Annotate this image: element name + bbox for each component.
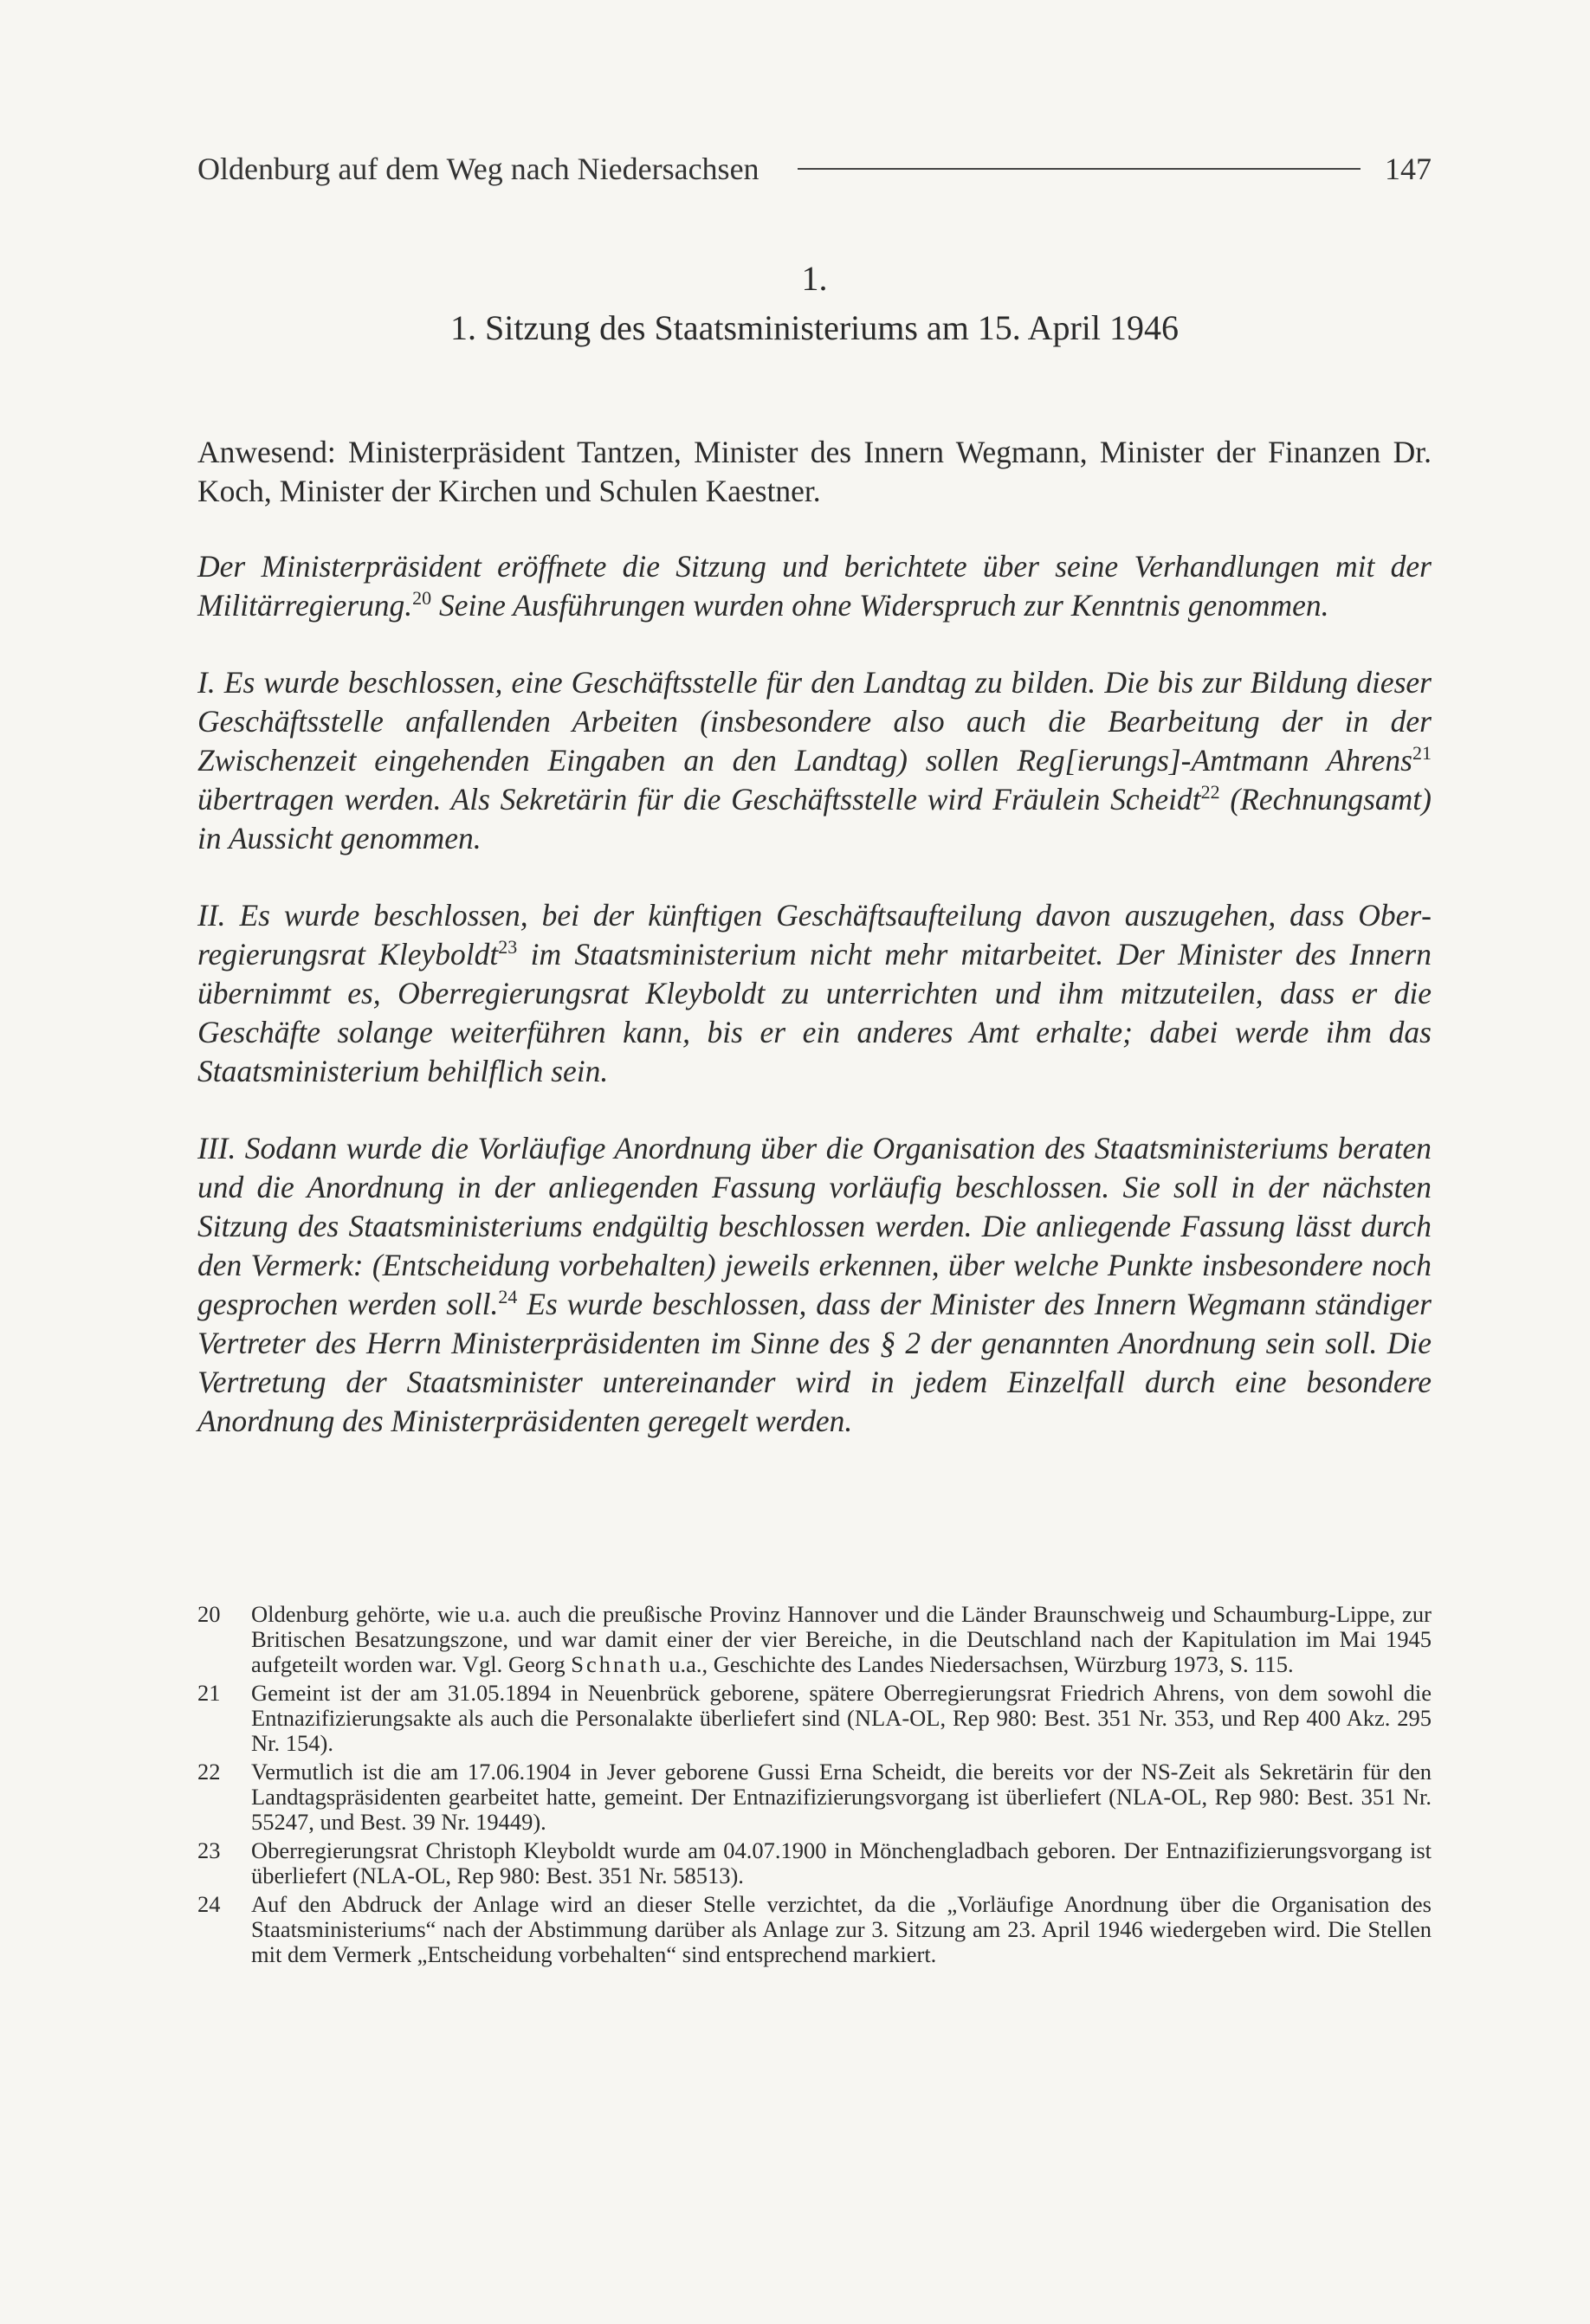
paragraph-text: (Rechnungsamt) in Aussicht genommen.: [197, 782, 1432, 855]
footnote-22: [197, 1759, 1432, 1835]
footnote-ref-20[interactable]: 20: [412, 587, 432, 610]
footnote-text: Vermutlich ist die am 17.06.1904 in Jever geborene Gussi Erna Scheidt, die bereits vor der NS-Zeit als Sekretärin für den Landtagspräsidenten gearbeitet hatte, gemeint. Der Entnazifizierungsvorgang ist überliefert (NLA-OL, Rep 980: Best. 351 Nr. 55247, und Best. 39 Nr. 19449).: [251, 1759, 1432, 1835]
footnote-text: Auf den Abdruck der Anlage wird an dieser Stelle verzichtet, da die „Vorläufige Anordnung über die Organisation des Staatsministeriums“ nach der Abstimmung darüber als Anlage zur 3. Sitzung am 23. April 1946 wiedergeben wird. Die Stellen mit dem Vermerk „Entscheidung vorbehalten“ sind entsprechend markiert.: [251, 1891, 1432, 1967]
footnote-23: [197, 1838, 1432, 1888]
footnote-number: 22: [197, 1759, 221, 1785]
footnote-text: Oberregierungsrat Christoph Kleyboldt wurde am 04.07.1900 in Mönchengladbach geboren. Der Entnazifizierungsvorgang ist überliefert (NLA-OL, Rep 980: Best. 351 Nr. 58513).: [251, 1837, 1432, 1888]
paragraph-text: III. Sodann wurde die Vorläufige Anordnung über die Organisation des Staatsministeriums beraten und die Anordnung in der anliegenden Fassung vorläufig beschlossen. Sie soll in der nächsten Sitzung des Staatsministeriums endgültig beschlossen werden. Die anliegende Fassung lässt durch den Vermerk: (Entscheidung vorbehalten) jeweils erkennen, über welche Punkte insbesondere noch gesprochen werden soll.: [197, 1131, 1432, 1321]
footnote-text: Gemeint ist der am 31.05.1894 in Neuenbrück geborene, spätere Oberregierungsrat Friedrich Ahrens, von dem sowohl die Entnazifizierungsakte als auch die Personalakte überliefert sind (NLA-OL, Rep 980: Best. 351 Nr. 353, und Rep 400 Akz. 295 Nr. 154).: [251, 1680, 1432, 1756]
document-number: 1.: [801, 259, 828, 298]
page-number: 147: [1385, 152, 1432, 186]
footnote-number: 23: [197, 1837, 221, 1863]
paragraph-opening: [197, 547, 1432, 625]
footnote-number: 24: [197, 1891, 221, 1917]
paragraph-text: im Staatsministerium nicht mehr mitarbeitet. Der Minister des Innern übernimmt es, Oberregierungsrat Kleyboldt zu unterrichten und ihm mitzuteilen, dass er die Geschäfte solange weiterführen kann, bis er ein anderes Amt erhalte; dabei werde ihm das Staatsministerium behilflich sein.: [197, 937, 1432, 1088]
document-title: 1. Sitzung des Staatsministeriums am 15. April 1946: [449, 308, 1180, 347]
paragraph-text: übertragen werden. Als Sekretärin für die Geschäftsstelle wird Fräulein Scheidt: [197, 782, 1201, 817]
paragraph-text: Der Ministerpräsident eröffnete die Sitzung und berichtete über seine Verhandlungen mit der Militärregierung.: [197, 549, 1432, 623]
footnote-ref-22[interactable]: 22: [1200, 781, 1220, 804]
footnote-20: [197, 1602, 1432, 1677]
header-rule: [798, 168, 1361, 170]
footnote-21: [197, 1681, 1432, 1756]
paragraph-text: I. Es wurde beschlossen, eine Geschäftsstelle für den Landtag zu bilden. Die bis zur Bildung dieser Geschäftsstelle anfallenden Arbeiten (insbesondere also auch die Bearbeitung der in der Zwischenzeit eingehenden Eingaben an den Landtag) sollen Reg[ierungs]-Amtmann Ahrens: [197, 665, 1432, 778]
paragraph-text: Seine Ausführungen wurden ohne Widerspruch zur Kenntnis genommen.: [431, 588, 1329, 623]
footnote-ref-24[interactable]: 24: [498, 1286, 518, 1308]
paragraph-text: Es wurde beschlossen, dass der Minister des Innern Wegmann ständiger Vertreter des Herrn Ministerpräsidenten im Sinne des § 2 der genannten Anordnung sein soll. Die Vertretung der Staatsminister untereinander wird in jedem Einzelfall durch eine besondere Anordnung des Ministerpräsidenten geregelt werden.: [197, 1287, 1432, 1438]
footnote-text-part: Oldenburg gehörte, wie u.a. auch die preußische Provinz Hannover und die Länder Braunschweig und Schaumburg-Lippe, zur Britischen Besatzungszone, und war damit einer der vier Bereiche, in die Deutschland nach der Kapitulation im Mai 1945 aufgeteilt worden war. Vgl. Georg: [251, 1601, 1432, 1677]
attendance-paragraph: Anwesend: Ministerpräsident Tantzen, Minister des Innern Wegmann, Minister der Finanzen Dr. Koch, Minister der Kirchen und Schulen Kaestner.: [197, 435, 1432, 508]
footnote-text-part: u.a., Geschichte des Landes Niedersachsen, Würzburg 1973, S. 115.: [662, 1651, 1294, 1677]
footnote-number: 20: [197, 1601, 221, 1627]
footnotes: [197, 1602, 1432, 1971]
footnote-ref-21[interactable]: 21: [1412, 742, 1432, 765]
paragraph-item-1: [197, 663, 1432, 858]
running-header: [197, 147, 1432, 190]
body-text: [197, 433, 1432, 1479]
running-title: Oldenburg auf dem Weg nach Niedersachsen: [197, 152, 759, 186]
paragraph-item-3: [197, 1129, 1432, 1441]
paragraph-item-2: [197, 896, 1432, 1091]
footnote-ref-23[interactable]: 23: [498, 936, 518, 959]
footnote-author: Schnath: [571, 1651, 663, 1677]
paragraph-text: II. Es wurde beschlossen, bei der künftigen Geschäftsaufteilung davon auszugehen, dass Oberregierungsrat Kleyboldt: [197, 898, 1432, 972]
footnote-text: [251, 1602, 1432, 1677]
footnote-24: [197, 1892, 1432, 1967]
footnote-number: 21: [197, 1680, 221, 1706]
